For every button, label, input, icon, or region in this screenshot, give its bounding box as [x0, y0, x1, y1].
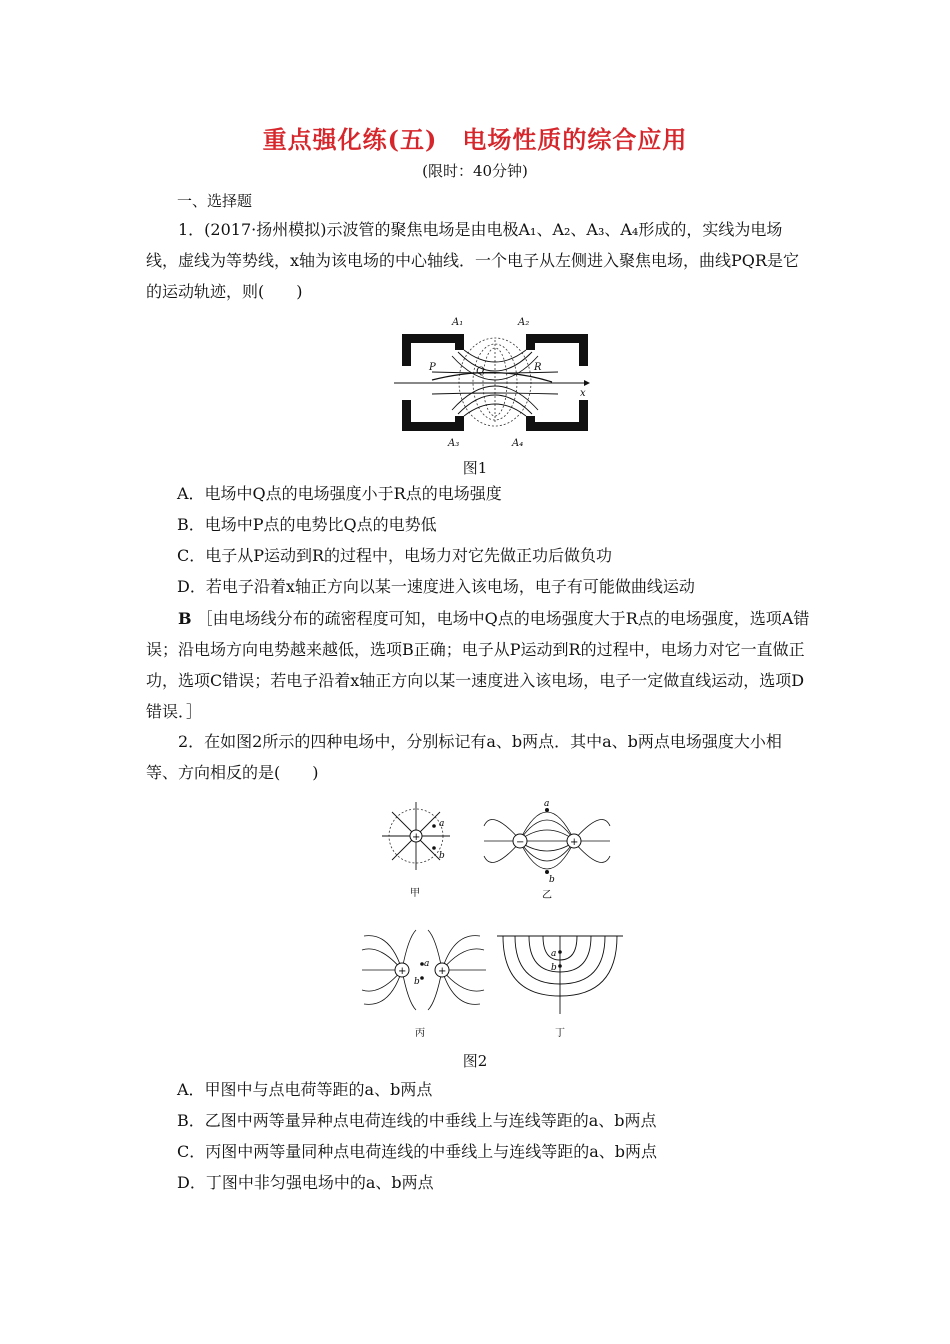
- q1-option-b: B．电场中P点的电势比Q点的电势低: [177, 515, 437, 534]
- label-p: P: [429, 362, 436, 373]
- label-q: Q: [476, 366, 485, 377]
- answer-letter: B: [178, 609, 192, 628]
- yi-positive: +: [570, 837, 579, 848]
- yi-label: 乙: [542, 890, 552, 901]
- q1-option-c: C．电子从P运动到R的过程中，电场力对它先做正功后做负功: [177, 546, 613, 565]
- figure-1-caption: 图1: [462, 459, 488, 477]
- label-a1: A₁: [452, 317, 464, 328]
- yi-b: b: [549, 875, 555, 885]
- jia-a: a: [439, 819, 445, 829]
- q1-option-a: A．电场中Q点的电场强度小于R点的电场强度: [177, 484, 502, 503]
- q1-option-d: D．若电子沿着x轴正方向以某一速度进入该电场，电子有可能做曲线运动: [177, 577, 695, 596]
- question-2-stem: 2．在如图2所示的四种电场中，分别标记有a、b两点．其中a、b两点电场强度大小相等、方向相反的是( ): [146, 732, 782, 782]
- q2-option-d: D．丁图中非匀强电场中的a、b两点: [177, 1173, 434, 1192]
- label-r: R: [534, 362, 542, 373]
- jia-b: b: [439, 851, 445, 861]
- jia-label: 甲: [410, 888, 420, 898]
- figure-1-focusing-field: [392, 312, 596, 452]
- q2-option-c: C．丙图中两等量同种点电荷连线的中垂线上与连线等距的a、b两点: [177, 1142, 658, 1161]
- bing-charge-right: +: [438, 966, 447, 977]
- bing-b: b: [414, 977, 420, 987]
- bing-label: 丙: [415, 1028, 425, 1039]
- question-1-stem: 1．(2017·扬州模拟)示波管的聚焦电场是由电极A₁、A₂、A₃、A₄形成的，实线为电场线，虚线为等势线，x轴为该电场的中心轴线．一个电子从左侧进入聚焦电场，曲线PQR是它的运动轨迹，则( ): [146, 220, 799, 301]
- yi-negative: −: [516, 837, 525, 848]
- yi-a: a: [544, 799, 550, 809]
- figure-2-bing: [360, 928, 490, 1040]
- figure-2-ding: [495, 928, 625, 1040]
- q2-option-a: A．甲图中与点电荷等距的a、b两点: [177, 1080, 433, 1099]
- section-heading: 一、选择题: [177, 192, 253, 210]
- label-x: x: [580, 388, 586, 399]
- label-a2: A₂: [518, 317, 530, 328]
- figure-2-yi: [482, 798, 612, 902]
- bing-charge-left: +: [398, 966, 407, 977]
- figure-2-caption: 图2: [462, 1052, 488, 1070]
- q2-option-b: B．乙图中两等量异种点电荷连线的中垂线上与连线等距的a、b两点: [177, 1111, 657, 1130]
- ding-a: a: [551, 949, 557, 959]
- page-title: 重点强化练(五) 电场性质的综合应用: [262, 125, 688, 154]
- time-limit: (限时：40分钟): [422, 162, 528, 180]
- answer-explanation: ［由电场线分布的疏密程度可知，电场中Q点的电场强度大于R点的电场强度，选项A错误；沿电场方向电势越来越低，选项B正确；电子从P运动到R的过程中，电场力对它一直做正功，选项C错误；若电子沿着x轴正方向以某一速度进入该电场，电子一定做直线运动，选项D错误．］: [146, 609, 810, 721]
- label-a3: A₃: [448, 438, 460, 449]
- bing-a: a: [424, 959, 430, 969]
- figure-2-jia: [378, 798, 458, 898]
- label-a4: A₄: [512, 438, 524, 449]
- ding-label: 丁: [555, 1028, 565, 1039]
- jia-charge: +: [412, 832, 421, 843]
- ding-b: b: [551, 963, 557, 973]
- question-1-answer: [146, 603, 811, 727]
